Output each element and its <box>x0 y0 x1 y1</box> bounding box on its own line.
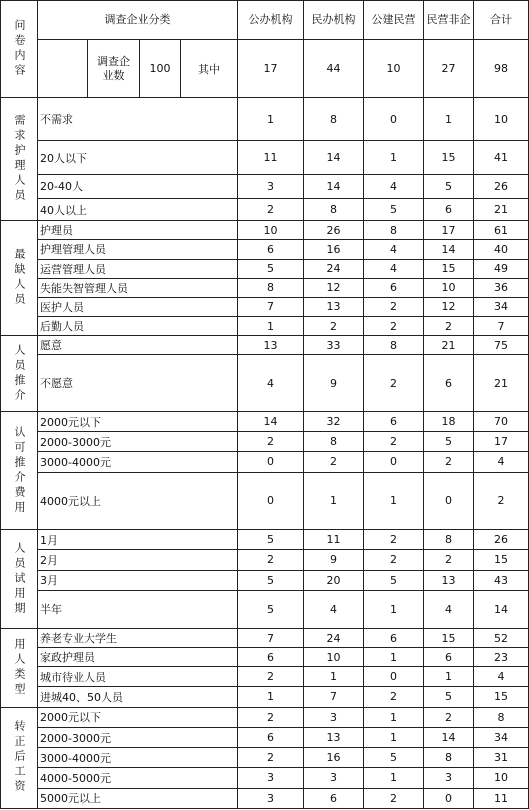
cell: 34 <box>474 297 529 316</box>
cell: 9 <box>304 550 364 570</box>
cell: 2 <box>424 317 474 336</box>
cell: 5 <box>238 590 304 628</box>
row-label: 家政护理员 <box>38 648 238 667</box>
cell: 14 <box>304 141 364 174</box>
cell: 6 <box>364 278 424 297</box>
cell: 4 <box>474 452 529 472</box>
cell: 14 <box>424 240 474 259</box>
cell: 41 <box>474 141 529 174</box>
cell: 11 <box>304 530 364 550</box>
row-label: 5000元以上 <box>38 788 238 808</box>
cell: 4 <box>424 590 474 628</box>
row-label: 4000元以上 <box>38 472 238 530</box>
cell: 1 <box>364 648 424 667</box>
cell: 26 <box>304 221 364 240</box>
row-label: 不需求 <box>38 97 238 140</box>
cell: 3 <box>238 788 304 808</box>
cell: 15 <box>474 550 529 570</box>
cell: 2 <box>364 317 424 336</box>
row-label: 护理管理人员 <box>38 240 238 259</box>
row-label: 1月 <box>38 530 238 550</box>
cell: 4 <box>238 355 304 412</box>
cell: 34 <box>474 728 529 748</box>
cell: 3 <box>304 768 364 788</box>
cell: 3 <box>238 174 304 198</box>
cell: 8 <box>304 198 364 220</box>
cell: 5 <box>238 530 304 550</box>
cell: 14 <box>424 728 474 748</box>
cell: 0 <box>424 472 474 530</box>
row-label: 2000-3000元 <box>38 432 238 452</box>
table-row <box>1 590 529 628</box>
cell: 1 <box>238 686 304 707</box>
cell: 0 <box>424 788 474 808</box>
cell: 11 <box>474 788 529 808</box>
survey-count-v2: 10 <box>364 40 424 98</box>
group-label: 人员试用期 <box>1 530 38 629</box>
row-label: 2月 <box>38 550 238 570</box>
cell: 15 <box>424 259 474 278</box>
cell: 1 <box>238 317 304 336</box>
row-label: 运营管理人员 <box>38 259 238 278</box>
cell: 2 <box>238 550 304 570</box>
cell: 2 <box>424 707 474 727</box>
cell: 8 <box>424 530 474 550</box>
cell: 36 <box>474 278 529 297</box>
cell: 49 <box>474 259 529 278</box>
survey-count-v0: 17 <box>238 40 304 98</box>
cell: 16 <box>304 240 364 259</box>
cell: 75 <box>474 336 529 355</box>
cell: 5 <box>364 198 424 220</box>
category-header: 调查企业分类 <box>38 1 238 40</box>
row-label: 愿意 <box>38 336 238 355</box>
row-label: 养老专业大学生 <box>38 629 238 648</box>
cell: 5 <box>364 570 424 590</box>
cell: 3 <box>424 768 474 788</box>
cell: 6 <box>304 788 364 808</box>
cell: 40 <box>474 240 529 259</box>
cell: 1 <box>304 667 364 686</box>
table-row <box>1 141 529 174</box>
cell: 13 <box>304 728 364 748</box>
row-label: 3000-4000元 <box>38 452 238 472</box>
row-label: 后勤人员 <box>38 317 238 336</box>
cell: 2 <box>424 452 474 472</box>
cell: 2 <box>364 788 424 808</box>
cell: 4 <box>364 174 424 198</box>
table-row <box>1 648 529 667</box>
col-header-4: 合计 <box>474 1 529 40</box>
cell: 6 <box>364 629 424 648</box>
table-row <box>1 550 529 570</box>
cell: 6 <box>424 648 474 667</box>
row-label: 20人以下 <box>38 141 238 174</box>
cell: 15 <box>424 629 474 648</box>
cell: 15 <box>474 686 529 707</box>
cell: 2 <box>238 432 304 452</box>
row-label: 2000-3000元 <box>38 728 238 748</box>
cell: 26 <box>474 174 529 198</box>
cell: 12 <box>304 278 364 297</box>
row-label: 3000-4000元 <box>38 748 238 768</box>
cell: 14 <box>474 590 529 628</box>
cell: 2 <box>304 452 364 472</box>
cell: 18 <box>424 412 474 432</box>
cell: 5 <box>238 570 304 590</box>
row-label: 3月 <box>38 570 238 590</box>
cell: 1 <box>364 141 424 174</box>
cell: 1 <box>238 97 304 140</box>
cell: 26 <box>474 530 529 550</box>
cell: 6 <box>238 240 304 259</box>
row-label: 失能失智管理人员 <box>38 278 238 297</box>
survey-count-row <box>1 40 529 98</box>
cell: 8 <box>424 748 474 768</box>
table-row <box>1 432 529 452</box>
cell: 4 <box>304 590 364 628</box>
survey-count-v3: 27 <box>424 40 474 98</box>
cell: 31 <box>474 748 529 768</box>
group-label: 用人类型 <box>1 629 38 708</box>
cell: 8 <box>474 707 529 727</box>
cell: 4 <box>364 259 424 278</box>
row-label: 半年 <box>38 590 238 628</box>
table-row <box>1 97 529 140</box>
cell: 14 <box>304 174 364 198</box>
cell: 2 <box>238 667 304 686</box>
survey-count-label: 调查企业数 <box>88 40 140 98</box>
cell: 10 <box>474 97 529 140</box>
cell: 2 <box>238 707 304 727</box>
table-row <box>1 728 529 748</box>
cell: 3 <box>238 768 304 788</box>
survey-count-total: 100 <box>140 40 181 98</box>
cell: 33 <box>304 336 364 355</box>
cell: 7 <box>238 297 304 316</box>
cell: 10 <box>238 221 304 240</box>
table-row <box>1 412 529 432</box>
table-row <box>1 768 529 788</box>
row-label: 4000-5000元 <box>38 768 238 788</box>
cell: 17 <box>424 221 474 240</box>
cell: 7 <box>304 686 364 707</box>
header-row <box>1 1 529 40</box>
cell: 52 <box>474 629 529 648</box>
cell: 9 <box>304 355 364 412</box>
cell: 2 <box>364 550 424 570</box>
cell: 2 <box>364 355 424 412</box>
cell: 10 <box>304 648 364 667</box>
row-label: 进城40、50人员 <box>38 686 238 707</box>
cell: 8 <box>304 97 364 140</box>
cell: 3 <box>304 707 364 727</box>
cell: 20 <box>304 570 364 590</box>
cell: 8 <box>304 432 364 452</box>
cell: 24 <box>304 629 364 648</box>
col-header-3: 民营非企 <box>424 1 474 40</box>
cell: 7 <box>238 629 304 648</box>
cell: 5 <box>364 748 424 768</box>
cell: 16 <box>304 748 364 768</box>
cell: 32 <box>304 412 364 432</box>
cell: 1 <box>364 472 424 530</box>
cell: 1 <box>424 97 474 140</box>
cell: 15 <box>424 141 474 174</box>
cell: 0 <box>364 97 424 140</box>
table-row <box>1 452 529 472</box>
cell: 5 <box>424 174 474 198</box>
table-row <box>1 667 529 686</box>
cell: 2 <box>364 530 424 550</box>
cell: 6 <box>238 648 304 667</box>
cell: 1 <box>304 472 364 530</box>
table-row <box>1 472 529 530</box>
table-row <box>1 297 529 316</box>
cell: 1 <box>364 768 424 788</box>
cell: 2 <box>304 317 364 336</box>
survey-count-v4: 98 <box>474 40 529 98</box>
cell: 2 <box>238 748 304 768</box>
cell: 24 <box>304 259 364 278</box>
table-row <box>1 686 529 707</box>
cell: 1 <box>364 707 424 727</box>
cell: 43 <box>474 570 529 590</box>
table-row <box>1 278 529 297</box>
table-row <box>1 748 529 768</box>
row-label: 医护人员 <box>38 297 238 316</box>
spacer <box>38 40 88 98</box>
table-row <box>1 788 529 808</box>
row-label: 不愿意 <box>38 355 238 412</box>
cell: 1 <box>424 667 474 686</box>
table-row <box>1 317 529 336</box>
cell: 2 <box>364 686 424 707</box>
cell: 10 <box>424 278 474 297</box>
row-label: 2000元以下 <box>38 412 238 432</box>
col-header-2: 公建民营 <box>364 1 424 40</box>
cell: 0 <box>238 472 304 530</box>
table-row <box>1 174 529 198</box>
cell: 61 <box>474 221 529 240</box>
cell: 0 <box>364 667 424 686</box>
group-label: 最缺人员 <box>1 221 38 336</box>
col-header-0: 公办机构 <box>238 1 304 40</box>
table-row <box>1 198 529 220</box>
cell: 1 <box>364 590 424 628</box>
table-row <box>1 707 529 727</box>
cell: 6 <box>364 412 424 432</box>
cell: 70 <box>474 412 529 432</box>
table-row <box>1 530 529 550</box>
row-label: 护理员 <box>38 221 238 240</box>
cell: 5 <box>424 432 474 452</box>
cell: 2 <box>364 297 424 316</box>
cell: 17 <box>474 432 529 452</box>
table-row <box>1 629 529 648</box>
cell: 13 <box>424 570 474 590</box>
cell: 8 <box>238 278 304 297</box>
cell: 13 <box>238 336 304 355</box>
cell: 13 <box>304 297 364 316</box>
group-label: 人员推介 <box>1 336 38 412</box>
table-row <box>1 221 529 240</box>
corner-cell: 问卷内容 <box>1 1 38 98</box>
cell: 21 <box>474 355 529 412</box>
survey-count-among: 其中 <box>181 40 238 98</box>
row-label: 2000元以下 <box>38 707 238 727</box>
group-label: 需求护理人员 <box>1 97 38 220</box>
cell: 2 <box>474 472 529 530</box>
row-label: 20-40人 <box>38 174 238 198</box>
col-header-1: 民办机构 <box>304 1 364 40</box>
table-row <box>1 336 529 355</box>
cell: 5 <box>424 686 474 707</box>
cell: 6 <box>424 355 474 412</box>
cell: 21 <box>474 198 529 220</box>
cell: 2 <box>238 198 304 220</box>
cell: 6 <box>238 728 304 748</box>
row-label: 40人以上 <box>38 198 238 220</box>
cell: 4 <box>364 240 424 259</box>
cell: 1 <box>364 728 424 748</box>
table-row <box>1 240 529 259</box>
cell: 21 <box>424 336 474 355</box>
group-label: 认可推介费用 <box>1 412 38 530</box>
table-row <box>1 570 529 590</box>
cell: 14 <box>238 412 304 432</box>
cell: 6 <box>424 198 474 220</box>
cell: 5 <box>238 259 304 278</box>
cell: 4 <box>474 667 529 686</box>
cell: 7 <box>474 317 529 336</box>
table-row <box>1 259 529 278</box>
cell: 8 <box>364 336 424 355</box>
cell: 11 <box>238 141 304 174</box>
cell: 0 <box>364 452 424 472</box>
cell: 23 <box>474 648 529 667</box>
group-label: 转正后工资 <box>1 707 38 808</box>
cell: 8 <box>364 221 424 240</box>
cell: 2 <box>424 550 474 570</box>
cell: 10 <box>474 768 529 788</box>
row-label: 城市待业人员 <box>38 667 238 686</box>
cell: 2 <box>364 432 424 452</box>
cell: 12 <box>424 297 474 316</box>
survey-count-v1: 44 <box>304 40 364 98</box>
table-row <box>1 355 529 412</box>
cell: 0 <box>238 452 304 472</box>
